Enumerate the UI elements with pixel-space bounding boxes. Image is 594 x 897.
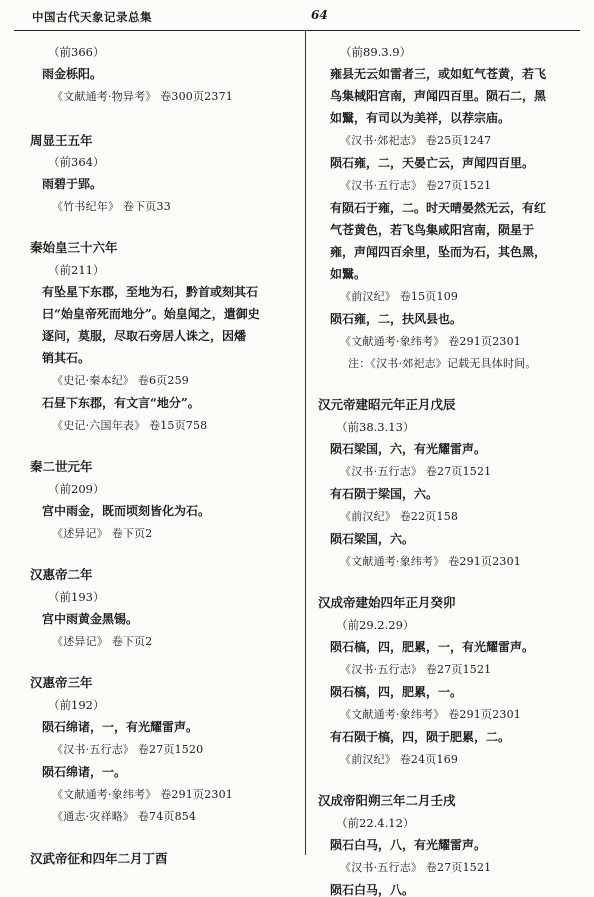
entry-date: （前192） bbox=[48, 698, 105, 712]
citation: 《汉书·五行志》 卷27页1521 bbox=[340, 663, 492, 676]
citation: 《史记·秦本纪》 卷6页259 bbox=[52, 374, 189, 387]
citation: 《文献通考·象纬考》 卷291页2301 bbox=[340, 555, 521, 568]
record-text: 如黳。 bbox=[330, 267, 367, 281]
record-text: 有陨石于雍，二。时天晴晏然无云，有红 bbox=[330, 201, 547, 215]
record-text: 陨石槁，四，肥累，一，有光耀雷声。 bbox=[330, 640, 535, 654]
entry-date: （前22.4.12） bbox=[336, 816, 415, 830]
citation: 《述异记》 卷下页2 bbox=[52, 635, 153, 648]
reign-heading: 汉惠帝二年 bbox=[30, 567, 93, 582]
citation: 《文献通考·象纬考》 卷291页2301 bbox=[340, 335, 521, 348]
entry-date: （前38.3.13） bbox=[336, 420, 415, 434]
entry-date: （前364） bbox=[48, 155, 105, 169]
entry-date: （前193） bbox=[48, 590, 105, 604]
record-text: 气苍黄色，若飞鸟集咸阳宫南，陨星于 bbox=[330, 223, 535, 237]
reign-heading: 周显王五年 bbox=[30, 133, 93, 148]
record-text: 雨碧于郢。 bbox=[42, 177, 103, 191]
record-text: 宫中雨黄金黑锡。 bbox=[42, 612, 139, 626]
book-title: 中国古代天象记录总集 bbox=[32, 10, 152, 24]
citation: 《述异记》 卷下页2 bbox=[52, 527, 153, 540]
citation: 《文献通考·象纬考》 卷291页2301 bbox=[340, 708, 521, 721]
citation: 《前汉纪》 卷15页109 bbox=[340, 290, 459, 303]
editor-note: 注：《汉书·郊祀志》记载无具体时间。 bbox=[348, 357, 537, 370]
column-divider bbox=[305, 30, 306, 855]
record-text: 有石陨于梁国，六。 bbox=[330, 487, 439, 501]
record-text: 宫中雨金，既而顷刻皆化为石。 bbox=[42, 504, 211, 518]
record-text: 雍，声闻四百余里，坠而为石，其色黑， bbox=[330, 245, 547, 259]
page-number: 64 bbox=[311, 8, 328, 22]
record-text: 鸟集棫阳宫南，声闻四百里。陨石二，黑 bbox=[330, 89, 547, 103]
citation: 《文献通考·象纬考》 卷291页2301 bbox=[52, 788, 233, 801]
citation: 《史记·六国年表》 卷15页758 bbox=[52, 419, 208, 432]
citation: 《竹书纪年》 卷下页33 bbox=[52, 200, 171, 213]
citation: 《汉书·五行志》 卷27页1521 bbox=[340, 179, 492, 192]
record-text: 曰“始皇帝死而地分”。始皇闻之，遣御史 bbox=[42, 307, 260, 321]
record-text: 陨石雍，二，扶风县也。 bbox=[330, 312, 463, 326]
citation: 《通志·灾祥略》 卷74页854 bbox=[52, 810, 197, 823]
record-text: 陨石梁国，六。 bbox=[330, 532, 415, 546]
record-text: 陨石槁，四，肥累，一。 bbox=[330, 685, 463, 699]
record-text: 雨金栎阳。 bbox=[42, 67, 103, 81]
citation: 《汉书·五行志》 卷27页1521 bbox=[340, 465, 492, 478]
reign-heading: 汉武帝征和四年二月丁酉 bbox=[30, 851, 168, 866]
record-text: 石昼下东郡，有文言“地分”。 bbox=[42, 396, 200, 410]
record-text: 陨石绵诸，一。 bbox=[42, 765, 127, 779]
record-text: 陨石白马，八。 bbox=[330, 883, 415, 897]
entry-date: （前211） bbox=[48, 263, 105, 277]
record-text: 陨石绵诸，一，有光耀雷声。 bbox=[42, 720, 199, 734]
page-header bbox=[14, 0, 580, 31]
citation: 《汉书·五行志》 卷27页1520 bbox=[52, 743, 204, 756]
citation: 《文献通考·物异考》 卷300页2371 bbox=[52, 90, 233, 103]
citation: 《汉书·郊祀志》 卷25页1247 bbox=[340, 134, 492, 147]
entry-date: （前366） bbox=[48, 45, 105, 59]
entry-date: （前29.2.29） bbox=[336, 618, 415, 632]
record-text: 有坠星下东郡，至地为石，黔首或刻其石 bbox=[42, 285, 259, 299]
citation: 《前汉纪》 卷24页169 bbox=[340, 753, 459, 766]
entry-date: （前209） bbox=[48, 482, 105, 496]
record-text: 如黳，有司以为美祥，以荐宗庙。 bbox=[330, 111, 511, 125]
reign-heading: 汉元帝建昭元年正月戊辰 bbox=[318, 397, 456, 412]
record-text: 有石陨于槁，四，陨于肥累，二。 bbox=[330, 730, 511, 744]
record-text: 陨石雍，二，天晏亡云，声闻四百里。 bbox=[330, 156, 535, 170]
record-text: 陨石梁国，六，有光耀雷声。 bbox=[330, 442, 487, 456]
reign-heading: 汉成帝建始四年正月癸卯 bbox=[318, 595, 456, 610]
reign-heading: 秦始皇三十六年 bbox=[30, 240, 118, 255]
reign-heading: 汉成帝阳朔三年二月壬戌 bbox=[318, 793, 456, 808]
record-text: 销其石。 bbox=[42, 351, 91, 365]
record-text: 陨石白马，八，有光耀雷声。 bbox=[330, 838, 487, 852]
record-text: 雍县无云如雷者三，或如虹气苍黄，若飞 bbox=[330, 67, 547, 81]
reign-heading: 秦二世元年 bbox=[30, 459, 93, 474]
reign-heading: 汉惠帝三年 bbox=[30, 675, 93, 690]
citation: 《前汉纪》 卷22页158 bbox=[340, 510, 459, 523]
record-text: 逐问，莫服，尽取石旁居人诛之，因燔 bbox=[42, 329, 247, 343]
citation: 《汉书·五行志》 卷27页1521 bbox=[340, 861, 492, 874]
entry-date: （前89.3.9） bbox=[340, 45, 412, 59]
